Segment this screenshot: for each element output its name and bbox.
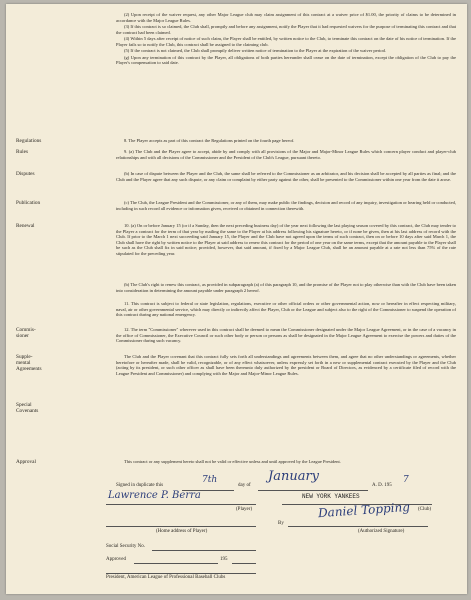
president-label: President, American League of Professional Baseball Clubs [106,575,226,580]
section-text: 8. The Player accepts as part of this contract the Regulations printed on the fourth page hereof. [124,138,295,143]
section-text: (b) In case of dispute between the Player and the Club, the same shall be referred to the Commissioner as an arbitrator, and his decision shall be accepted by all parties as final; and the Club and the Player agree that any such dispute, or any claim or complaint by either party against the other, shall be presented to the Commissioner within one year from the date it arose. [116,171,456,182]
approved-row [6,557,467,567]
club-label: (Club) [418,507,432,512]
ad-text: A. D. 195 [372,483,392,488]
section-text: 11. This contract is subject to federal or state legislation, regulations, executive or other official orders or other governmental action, now or hereafter in effect respecting military, naval, air or other governmental service, which may directly or indirectly affect the Player, Club or the League and subject also to the right of the Commissioner to suspend the operation of this contract during any national emergency. [116,301,456,317]
by-text: By [278,521,284,526]
ssn-row [6,544,467,554]
section-text: 10. (a) On or before January 15 (or if a Sunday, then the next preceding business day) of the year next following the last playing season covered by this contract, the Club may tender to the Player a contract for the term of that year by mailing the same to the Player at his address following his signature hereto, or if none be given, then at his last address of record with the Club. If prior to the March 1 next succeeding said January 15, the Player and the Club have not agreed upon the terms of such contract, then on or before 10 days after said March 1, the Club shall have the right by written notice to the Player at said address to renew this contract for the period of one year on the same terms, except that the amount payable to the Player shall be such as the Club shall fix in said notice; provided, however, that said amount, if fixed by a Major League Club, shall be an amount payable at a rate not less than 75% of the rate stipulated for the preceding year. [116,223,456,256]
clause-2: (2) Upon receipt of the waiver request, any other Major League club may claim assignment of this contract at a waiver price of $1.00, the priority of claims to be determined in accordance with the Major League Rules. [116,12,456,23]
day-of-text: day of [238,483,251,488]
home-address-label: (Home address of Player) [156,529,208,534]
contract-page [6,4,467,594]
clause-5: (5) If the contract is not claimed, the Club shall promptly deliver written notice of termination to the Player at the expiration of the waiver period. [124,48,387,53]
month-field-line [258,490,368,491]
approved-line [134,563,218,564]
section-label: Supple- mental Agreements [16,354,42,372]
year-digit: 7 [403,475,409,485]
section-label: Publication [16,200,41,206]
approval-text: This contract or any supplement hereto shall not be valid or effective unless and until approved by the League President. [124,459,341,464]
home-address-line [106,526,256,527]
section-text: (c) The Club, the League President and the Commissioner, or any of them, may make public the findings, decision and record of any inquiry, investigation or hearing held or conducted, including in such record all evidence or information given, received or obtained in connection therewith. [116,200,456,211]
section-text: The Club and the Player covenant that this contract fully sets forth all understandings and agreements between them, and agree that no other understandings or agreements, whether heretofore or hereafter made, shall be valid, recognizable, or of any effect whatsoever, unless expressly set forth in a new or supplemental contract executed by the Player and the Club (acting by its president, or such other officer as shall have been thereunto duly authorized by the president or Board of Directors, as evidenced by a certificate filed of record with the League President and Commissioner) and complying with the Major and Major-Minor League Rules. [116,354,456,376]
section-text: 9. (a) The Club and the Player agree to accept, abide by and comply with all provisions of the Major and Major-Minor League Rules which concern player conduct and player-club relationships and with all decisions of the Commissioner and the President of the Club's League, pursuant thereto. [116,149,456,160]
clause-4: (4) Within 5 days after receipt of notice of such claim, the Player shall be entitled, by written notice to the Club, to terminate this contract on the date of his notice of termination. If the Player fails so to notify the Club, this contract shall be assigned to the claiming club. [116,36,456,47]
president-row [6,569,467,581]
section-label: Rules [16,149,29,155]
player-signature-line [106,504,256,505]
approved-label: Approved [106,557,126,562]
section-label: Renewal [16,223,35,229]
ssn-label: Social Security No. [106,544,146,549]
clause-3: (3) If this contract is so claimed, the Club shall, promptly and before any assignment, notify the Player that it had requested waivers for the purpose of terminating this contract and that the contract had been claimed. [116,24,456,35]
club-signature: Daniel Topping [317,499,411,521]
player-label: (Player) [236,507,253,512]
clause-g: (g) Upon any termination of this contract by the Player, all obligations of both parties hereunder shall cease on the date of termination, except the obligation of the Club to pay the Player's compensation to said date. [116,54,456,65]
approved-year-line [232,563,256,564]
player-signature: Lawrence P. Berra [108,490,201,501]
approval-label: Approval [16,459,37,465]
authorized-signature-label: (Authorized Signature) [358,529,405,534]
ssn-line [152,550,256,551]
signed-in-duplicate-text: Signed in duplicate this [116,483,164,488]
authorized-signature-line [288,526,428,527]
day-value: 7th [202,475,218,485]
month-value: January [268,469,320,484]
section-label: Disputes [16,171,35,177]
club-name: NEW YORK YANKEES [302,493,360,500]
section-label: Regulations [16,138,42,144]
section-text: 12. The term "Commissioner" wherever used in this contract shall be deemed to mean the Commissioner designated under the Major League Agreement, or in the case of a vacancy in the office of Commissioner, the Executive Council or such other body or person or persons as shall be designated in the Major League Agreement to exercise the powers and duties of the Commissioner during such vacancy. [116,327,456,343]
president-signature-line [106,573,256,574]
approved-year: 195 [220,557,228,562]
section-label: Commis- sioner [16,327,36,339]
signed-line [6,469,467,494]
section-text: (b) The Club's right to renew this contract, as provided in subparagraph (a) of this paragraph 10, and the promise of the Player not to play otherwise than with the Club have been taken into consideration in determining the amount payable under paragraph 2 hereof. [116,282,456,293]
special-covenants-label: Special Covenants [16,402,39,414]
